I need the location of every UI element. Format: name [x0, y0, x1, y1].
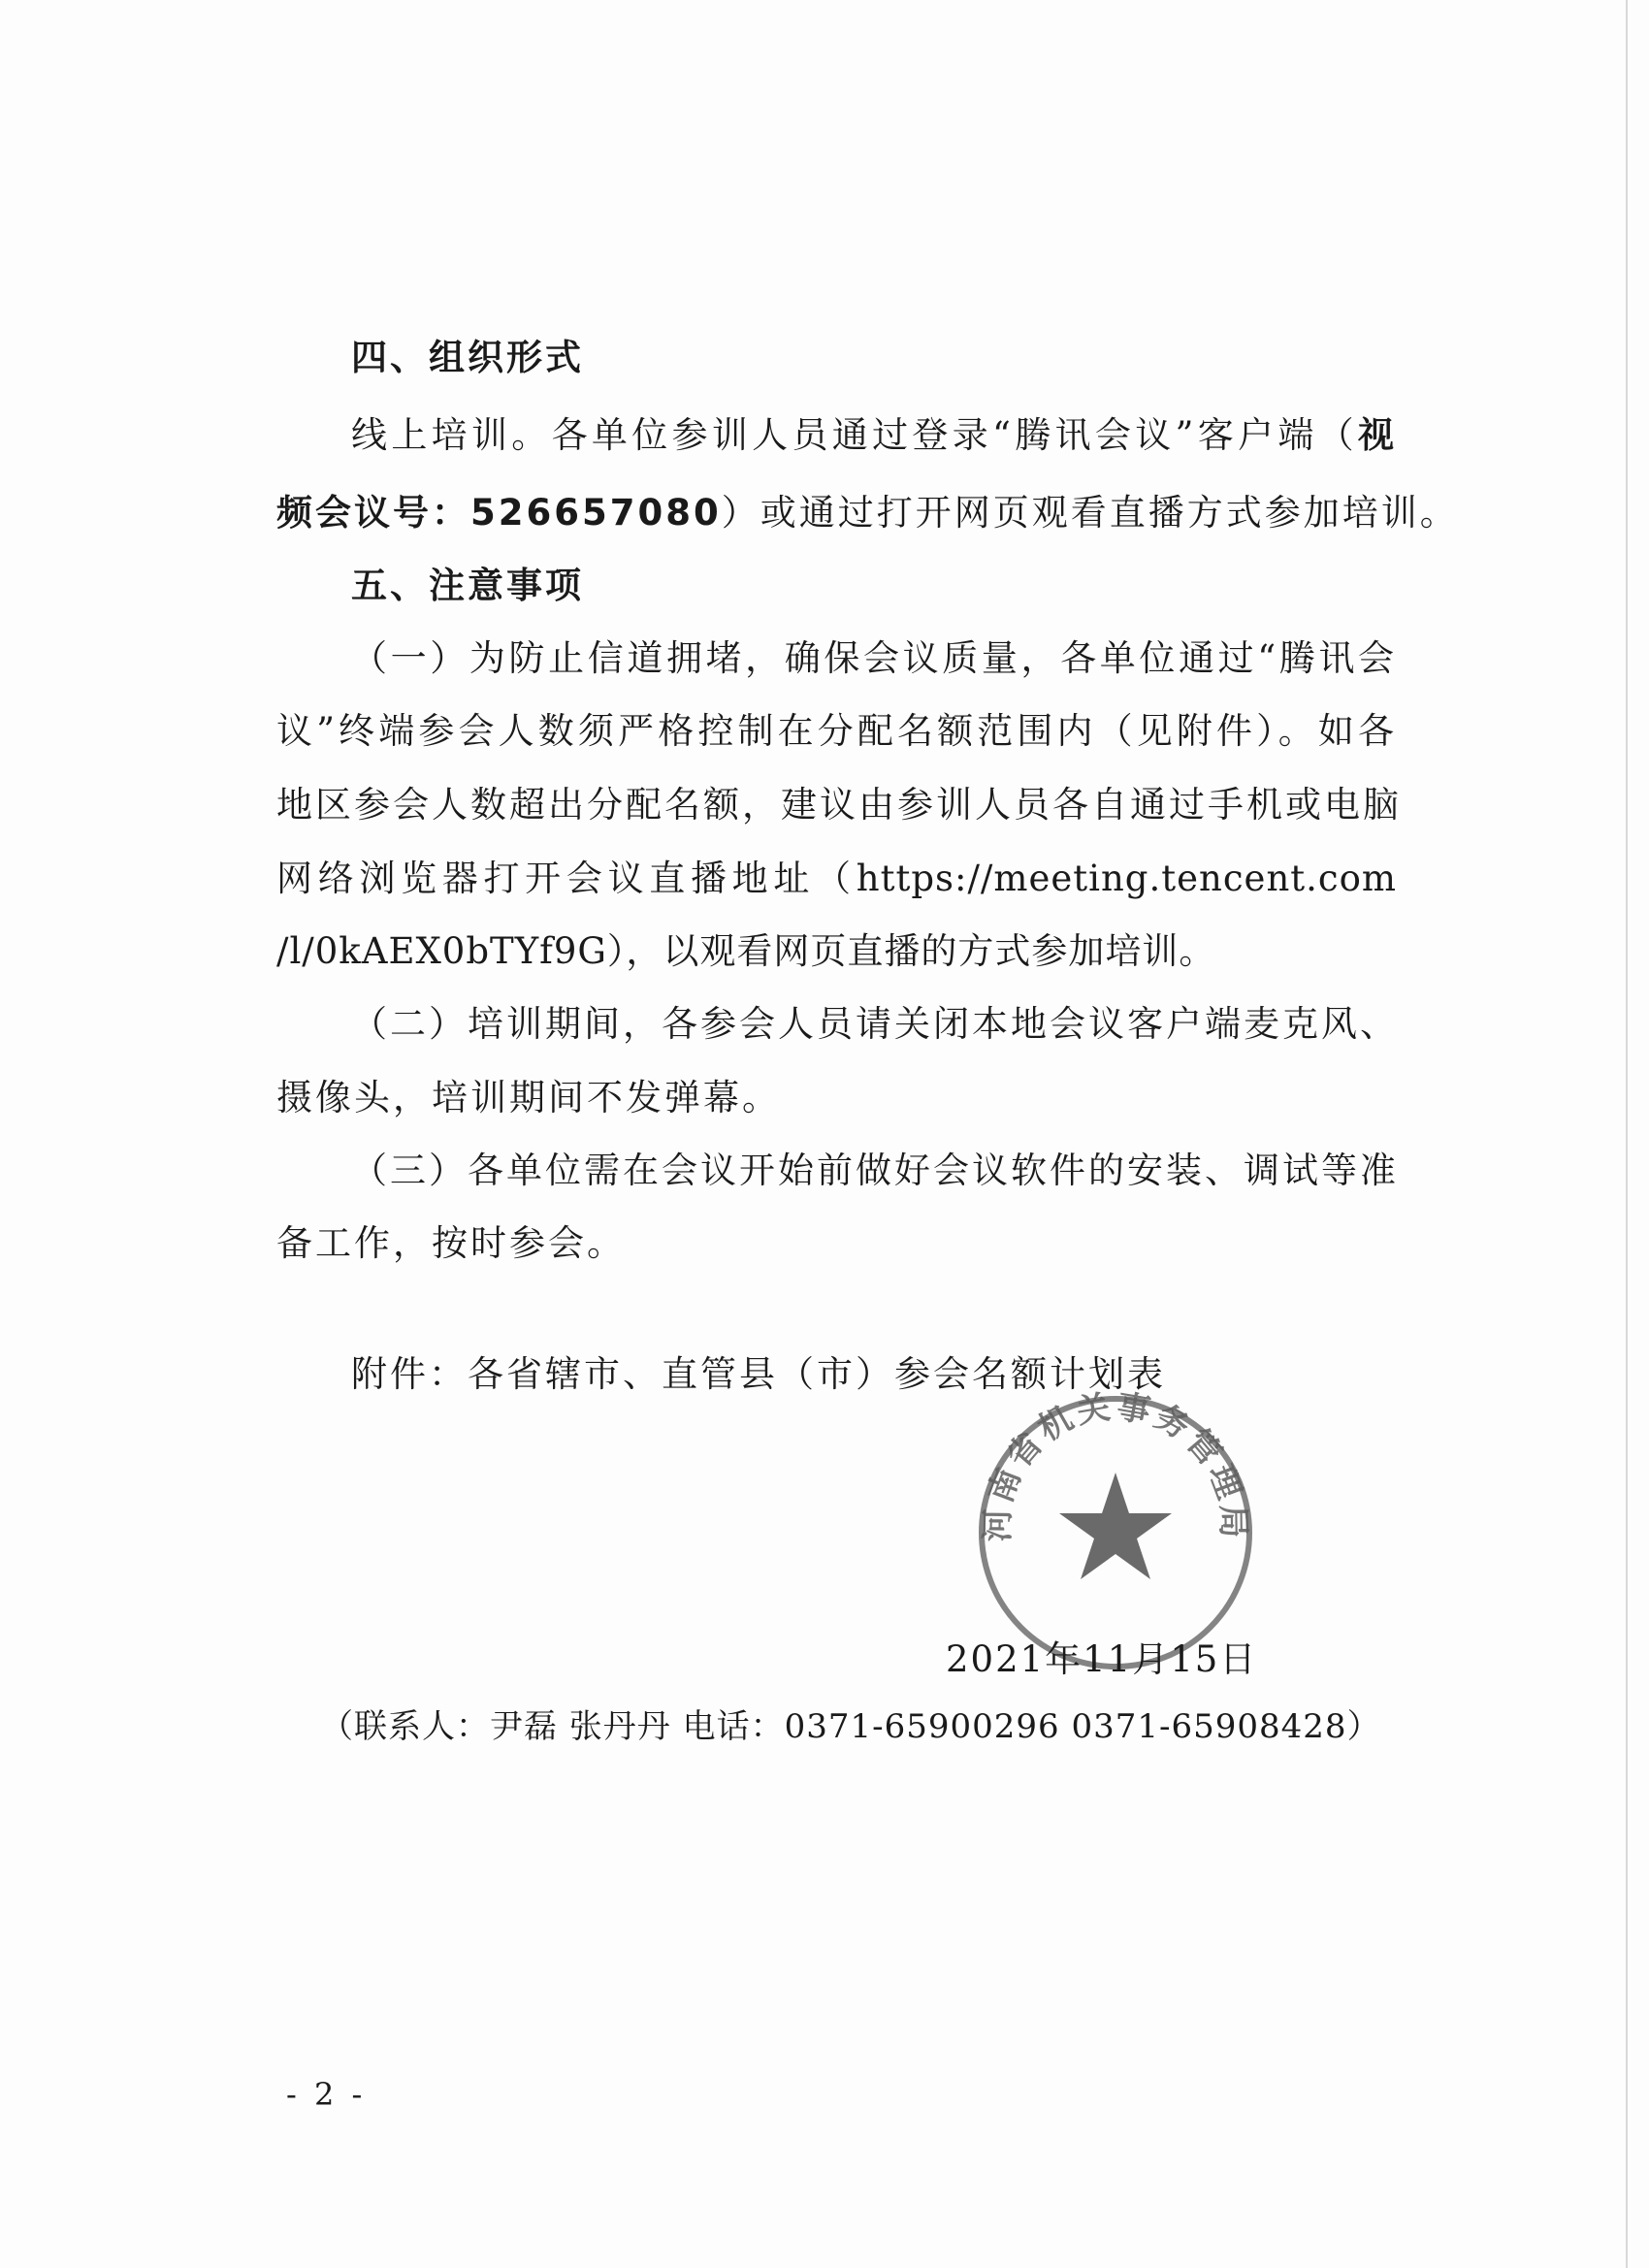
item1-line5: /l/0kAEX0bTYf9G），以观看网页直播的方式参加培训。 [276, 930, 1216, 972]
attachment-line: 附件：各省辖市、直管县（市）参会名额计划表 [351, 1353, 1166, 1395]
item2-line2: 摄像头，培训期间不发弹幕。 [276, 1077, 781, 1118]
section4-p1-line1-text: 线上培训。各单位参训人员通过登录“腾讯会议”客户端（ [351, 414, 1358, 456]
section5-heading: 五、注意事项 [351, 565, 584, 606]
page-number: - 2 - [286, 2076, 367, 2113]
scan-edge-line [1626, 0, 1628, 2268]
item1-line2: 议”终端参会人数须严格控制在分配名额范围内（见附件）。如各 [276, 710, 1397, 752]
meeting-number: 频会议号：526657080 [276, 492, 722, 534]
section4-p1-line1-bold: 视 [1358, 414, 1397, 456]
item1-line4: 网络浏览器打开会议直播地址（https://meeting.tencent.com [276, 858, 1397, 899]
item3-line2: 备工作，按时参会。 [276, 1222, 626, 1264]
seal-star-icon [1059, 1473, 1172, 1579]
section4-paragraph-line1 [351, 412, 1397, 459]
item1-line1: （一）为防止信道拥堵，确保会议质量，各单位通过“腾讯会 [351, 637, 1397, 679]
section4-paragraph-line2 [276, 490, 1459, 536]
document-date: 2021年11月15日 [946, 1638, 1258, 1680]
item1-line3: 地区参会人数超出分配名额，建议由参训人员各自通过手机或电脑 [276, 784, 1402, 826]
contact-info: （联系人：尹磊 张丹丹 电话：0371-65900296 0371-65908428） [320, 1707, 1381, 1746]
section4-p1-line2-text: ）或通过打开网页观看直播方式参加培训。 [721, 492, 1459, 534]
section4-heading: 四、组织形式 [351, 337, 584, 378]
svg-text:河南省机关事务管理局: 河南省机关事务管理局 [978, 1387, 1253, 1542]
item3-line1: （三）各单位需在会议开始前做好会议软件的安装、调试等准 [351, 1150, 1399, 1191]
item2-line1: （二）培训期间，各参会人员请关闭本地会议客户端麦克风、 [351, 1003, 1399, 1045]
